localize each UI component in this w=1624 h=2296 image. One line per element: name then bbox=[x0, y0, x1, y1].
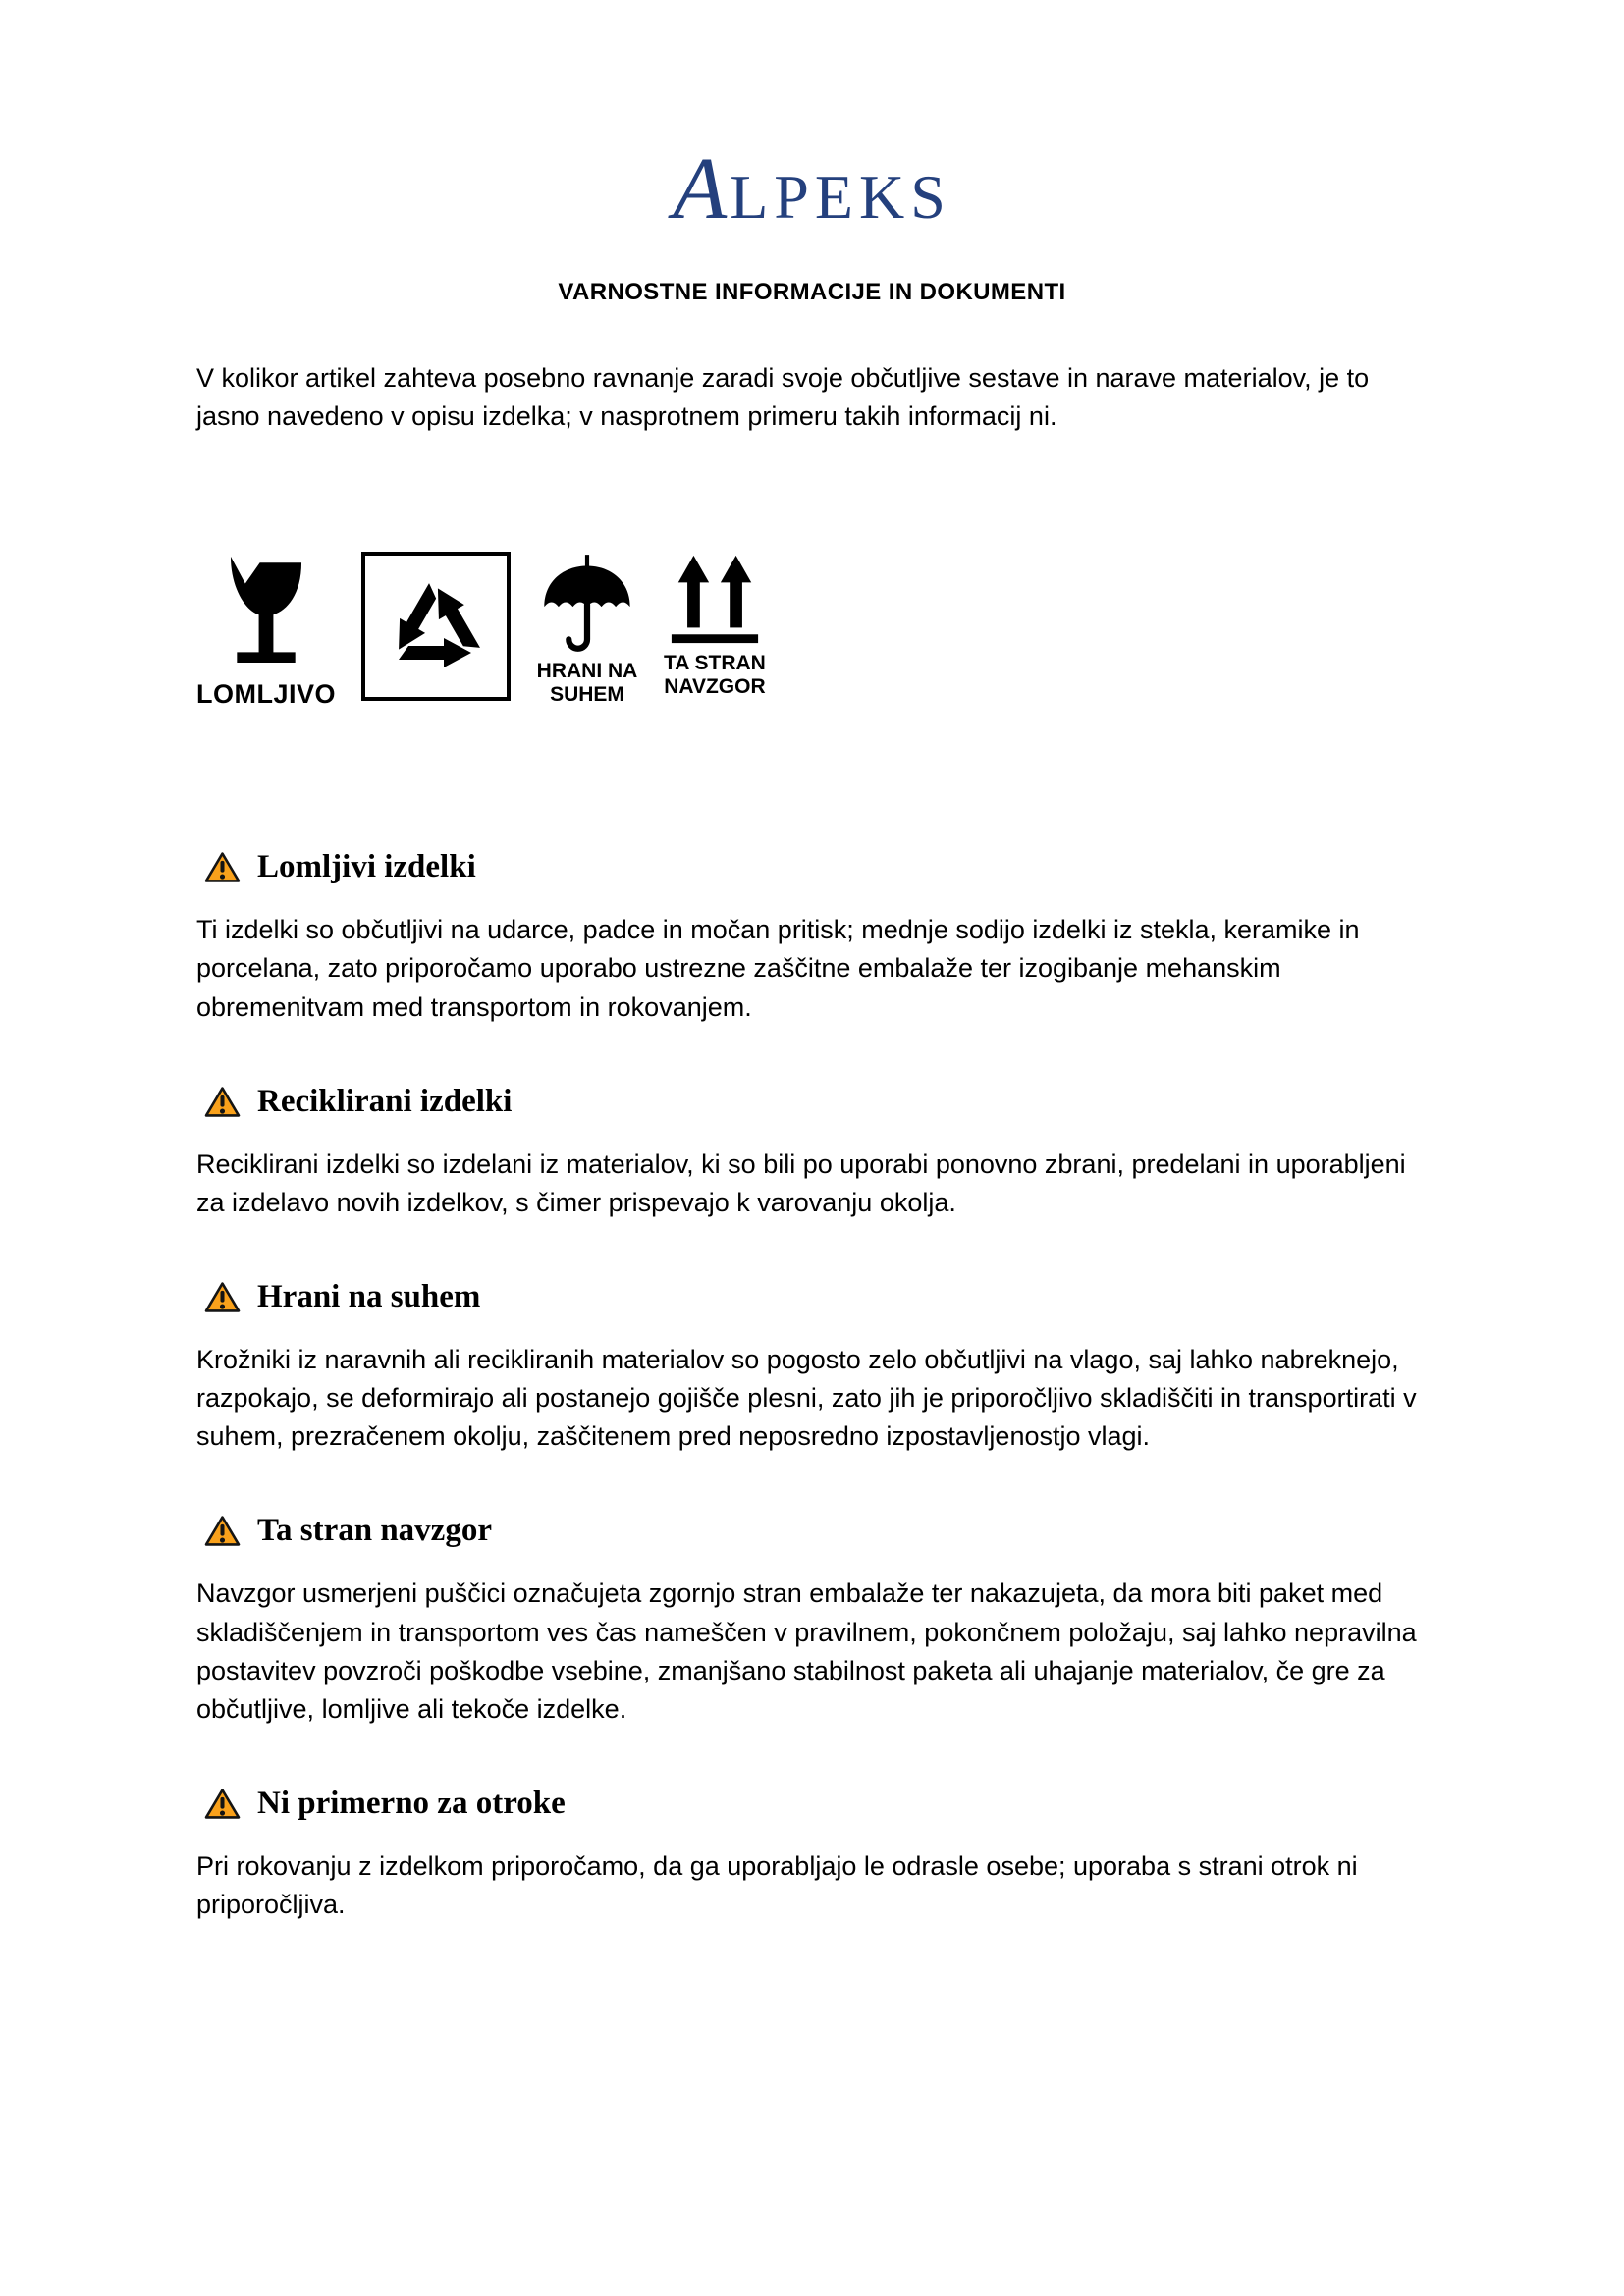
warning-icon bbox=[204, 1281, 241, 1313]
logo-first-letter: A bbox=[673, 140, 731, 238]
warning-icon bbox=[204, 851, 241, 883]
intro-paragraph: V kolikor artikel zahteva posebno ravnanje zaradi svoje občutljive sestave in narave materialov, je to jasno navedeno v opisu izdelka; v nasprotnem primeru takih informacij ni. bbox=[196, 363, 1370, 432]
fragile-label: LOMLJIVO bbox=[196, 679, 337, 710]
warning-icon bbox=[204, 1788, 241, 1820]
section-heading bbox=[196, 1786, 1428, 1822]
this-side-up-label-line2: NAVZGOR bbox=[664, 674, 766, 698]
section-heading bbox=[196, 1084, 1428, 1120]
section-keep-dry bbox=[196, 1279, 1428, 1456]
page-title: VARNOSTNE INFORMACIJE IN DOKUMENTI bbox=[558, 279, 1066, 305]
company-logo bbox=[196, 140, 1428, 238]
arrows-up-icon bbox=[667, 552, 763, 648]
recycle-symbol bbox=[361, 552, 511, 701]
section-recycled-products bbox=[196, 1084, 1428, 1222]
packaging-symbols-row bbox=[196, 552, 1428, 710]
section-fragile-products bbox=[196, 849, 1428, 1026]
keep-dry-label bbox=[537, 660, 638, 706]
section-body: Ti izdelki so občutljivi na udarce, padce in močan pritisk; mednje sodijo izdelki iz stekla, keramike in porcelana, zato priporočamo uporabo ustrezne zaščitne embalaže ter izogibanje mehanskim obremenitvam med transportom in rokovanjem. bbox=[196, 915, 1360, 1022]
section-body: Krožniki iz naravnih ali recikliranih materialov so pogosto zelo občutljivi na vlago, saj lahko nabreknejo, razpokajo, se deformirajo ali postanejo gojišče plesni, zato jih je priporočljivo skladiščiti in transportirati v suhem, prezračenem okolju, zaščitenem pred neposredno izpostavljenostjo vlagi. bbox=[196, 1344, 1417, 1452]
recycle-symbol-frame bbox=[361, 552, 511, 701]
warning-icon bbox=[204, 1086, 241, 1118]
this-side-up-label-line1: TA STRAN bbox=[664, 652, 766, 675]
section-heading-text: Ta stran navzgor bbox=[257, 1513, 492, 1549]
section-heading-text: Ni primerno za otroke bbox=[257, 1785, 566, 1821]
keep-dry-label-line2: SUHEM bbox=[550, 682, 624, 706]
section-heading bbox=[196, 1513, 1428, 1549]
section-not-for-children bbox=[196, 1786, 1428, 1924]
this-side-up-label bbox=[664, 652, 766, 698]
warning-icon bbox=[204, 1515, 241, 1547]
section-this-side-up bbox=[196, 1513, 1428, 1729]
section-heading-text: Reciklirani izdelki bbox=[257, 1083, 513, 1119]
section-heading-text: Hrani na suhem bbox=[257, 1278, 481, 1314]
logo-rest: LPEKS bbox=[730, 162, 951, 232]
section-heading bbox=[196, 1279, 1428, 1315]
section-body: Reciklirani izdelki so izdelani iz materialov, ki so bili po uporabi ponovno zbrani, predelani in uporabljeni za izdelavo novih izdelkov, s čimer prispevajo k varovanju okolja. bbox=[196, 1148, 1406, 1217]
fragile-symbol bbox=[196, 552, 336, 710]
section-body: Pri rokovanju z izdelkom priporočamo, da ga uporabljajo le odrasle osebe; uporaba s strani otrok ni priporočljiva. bbox=[196, 1850, 1358, 1920]
keep-dry-label-line1: HRANI NA bbox=[536, 660, 638, 683]
this-side-up-symbol bbox=[664, 552, 766, 698]
section-heading bbox=[196, 849, 1428, 885]
umbrella-icon bbox=[536, 552, 638, 656]
section-heading-text: Lomljivi izdelki bbox=[257, 849, 476, 885]
section-body: Navzgor usmerjeni puščici označujeta zgornjo stran embalaže ter nakazujeta, da mora biti paket med skladiščenjem in transportom ves čas nameščen v pravilnem, pokončnem položaju, saj lahko nepravilna postavitev povzroči poškodbe vsebine, zmanjšano stabilnost paketa ali uhajanje materialov, če gre za občutljive, lomljive ali tekoče izdelke. bbox=[196, 1578, 1417, 1724]
keep-dry-symbol bbox=[536, 552, 638, 706]
fragile-glass-icon bbox=[214, 552, 318, 669]
recycling-icon bbox=[377, 567, 495, 685]
